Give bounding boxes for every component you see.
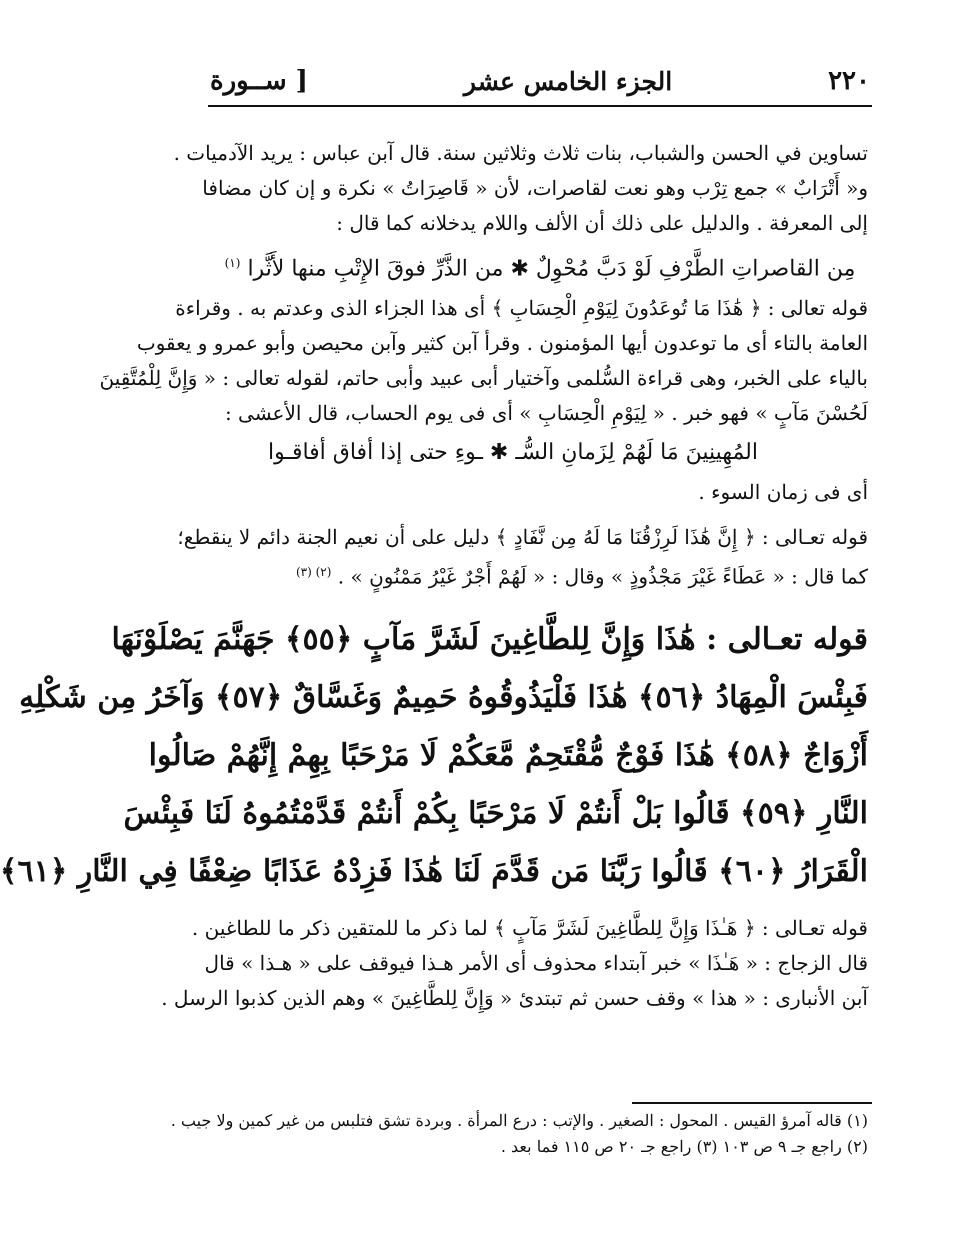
poetry-verse: المُهِينِينَ مَا لَهُمْ لِزَمانِ السُّـ ✱ ـوءِ حتى إذا أفاق أفاقـوا <box>268 440 758 466</box>
footnotes <box>170 1108 868 1160</box>
text-line: قوله تعالى : ﴿ هَٰذَا مَا تُوعَدُونَ لِيَوْمِ الْحِسَابِ ﴾ أى هذا الجزاء الذى وعدتم به . وقراءة <box>175 296 868 321</box>
text-line: لَحُسْنَ مَآبٍ » فهو خبر . « لِيَوْمِ الْحِسَابِ » أى فى يوم الحساب، قال الأعشى : <box>224 401 868 426</box>
quran-verse-line: فَبِئْسَ الْمِهَادُ ﴿٥٦﴾ هَٰذَا فَلْيَذُوقُوهُ حَمِيمٌ وَغَسَّاقٌ ﴿٥٧﴾ وَآخَرُ مِن شَكْلِهِ <box>19 679 868 715</box>
footnote: (٢) راجع جـ ٩ ص ١٠٣ (٣) راجع جـ ٢٠ ص ١١٥ فما بعد . <box>500 1137 868 1156</box>
quran-verse-line: النَّارِ ﴿٥٩﴾ قَالُوا بَلْ أَنتُمْ لَا مَرْحَبًا بِكُمْ أَنتُمْ قَدَّمْتُمُوهُ لَنَا فَبِئْسَ <box>123 795 868 831</box>
text-line: قوله تعـالى : ﴿ إِنَّ هَٰذَا لَرِزْقُنَا مَا لَهُ مِن نَّفَادٍ ﴾ دليل على أن نعيم الجنة دائم لا ينقطع؛ <box>177 525 868 550</box>
verse-text: مِن القاصراتِ الطَّرْفِ لَوْ دَبَّ مُحْوِلٌ ✱ من الذَّرِّ فوقَ الإِتْبِ منها لأَثَّرا <box>247 256 856 282</box>
quran-verse-line: قوله تعـالى : هَٰذَا وَإِنَّ لِلطَّاغِينَ لَشَرَّ مَآبٍ ﴿٥٥﴾ جَهَنَّمَ يَصْلَوْنَهَا <box>111 621 868 657</box>
poetry-verse <box>212 241 868 291</box>
body-text <box>0 136 868 1016</box>
text-line: بالياء على الخبر، وهى قراءة السُّلمى وآختيار أبى عبيد وأبى حاتم، لقوله تعالى : « وَإِنَّ لِلْمُتَّقِينَ <box>99 366 868 391</box>
quran-verse-line: الْقَرَارُ ﴿٦٠﴾ قَالُوا رَبَّنَا مَن قَدَّمَ لَنَا هَٰذَا فَزِدْهُ عَذَابًا ضِعْفًا فِي النَّارِ ﴿٦١﴾ <box>0 853 868 889</box>
text-line: قوله تعـالى : ﴿ هَـٰذَا وَإِنَّ لِلطَّاغِينَ لَشَرَّ مَآبٍ ﴾ لما ذكر ما للمتقين ذكر ما للطاغين . <box>191 915 868 940</box>
footnote: (١) قاله آمرؤ القيس . المحول : الصغير . والإتب : درع المرأة . وبردة تشق فتلبس من غير كمين ولا جيب . <box>170 1111 868 1130</box>
text-span: كما قال : « عَطَاءً غَيْرَ مَجْذُوذٍ » وقال : « لَهُمْ أَجْرٌ غَيْرُ مَمْنُونٍ » . <box>337 564 868 589</box>
surah-label: [ ســورة <box>210 66 308 96</box>
footnote-marker: (٢) (٣) <box>295 565 332 580</box>
footnote-marker: (١) <box>224 256 241 270</box>
text-line <box>212 555 868 595</box>
page-number: ٢٢٠ <box>828 66 870 96</box>
text-line: آبن الأنبارى : « هذا » وقف حسن ثم تبتدئ « وَإِنَّ لِلطَّاغِينَ » وهم الذين كذبوا الرسل . <box>161 985 868 1010</box>
footnote-rule <box>632 1102 872 1104</box>
text-line: و« أَتْرَابٌ » جمع تِرْب وهو نعت لقاصرات، لأن « قَاصِرَاتُ » نكرة و إن كان مضافا <box>202 176 868 200</box>
text-line: العامة بالتاء أى ما توعدون أيها المؤمنون . وقرأ آبن كثير وآبن محيصن وأبو عمرو و يعقوب <box>136 331 868 356</box>
quran-verse-line: أَزْوَاجٌ ﴿٥٨﴾ هَٰذَا فَوْجٌ مُّقْتَحِمٌ مَّعَكُمْ لَا مَرْحَبًا بِهِمْ إِنَّهُمْ صَالُوا <box>148 737 868 773</box>
page-header <box>210 58 870 104</box>
text-line: أى فى زمان السوء . <box>698 480 868 505</box>
text-line: تساوين في الحسن والشباب، بنات ثلاث وثلاثين سنة. قال آبن عباس : يريد الآدميات . <box>173 141 868 165</box>
text-line: إلى المعرفة . والدليل على ذلك أن الألف واللام يدخلانه كما قال : <box>336 211 868 235</box>
text-line: قال الزجاج : « هَـٰذَا » خبر آبتداء محذوف أى الأمر هـذا فيوقف على « هـذا » قال <box>204 950 868 975</box>
header-rule <box>208 105 872 107</box>
running-title: الجزء الخامس عشر <box>463 66 673 96</box>
